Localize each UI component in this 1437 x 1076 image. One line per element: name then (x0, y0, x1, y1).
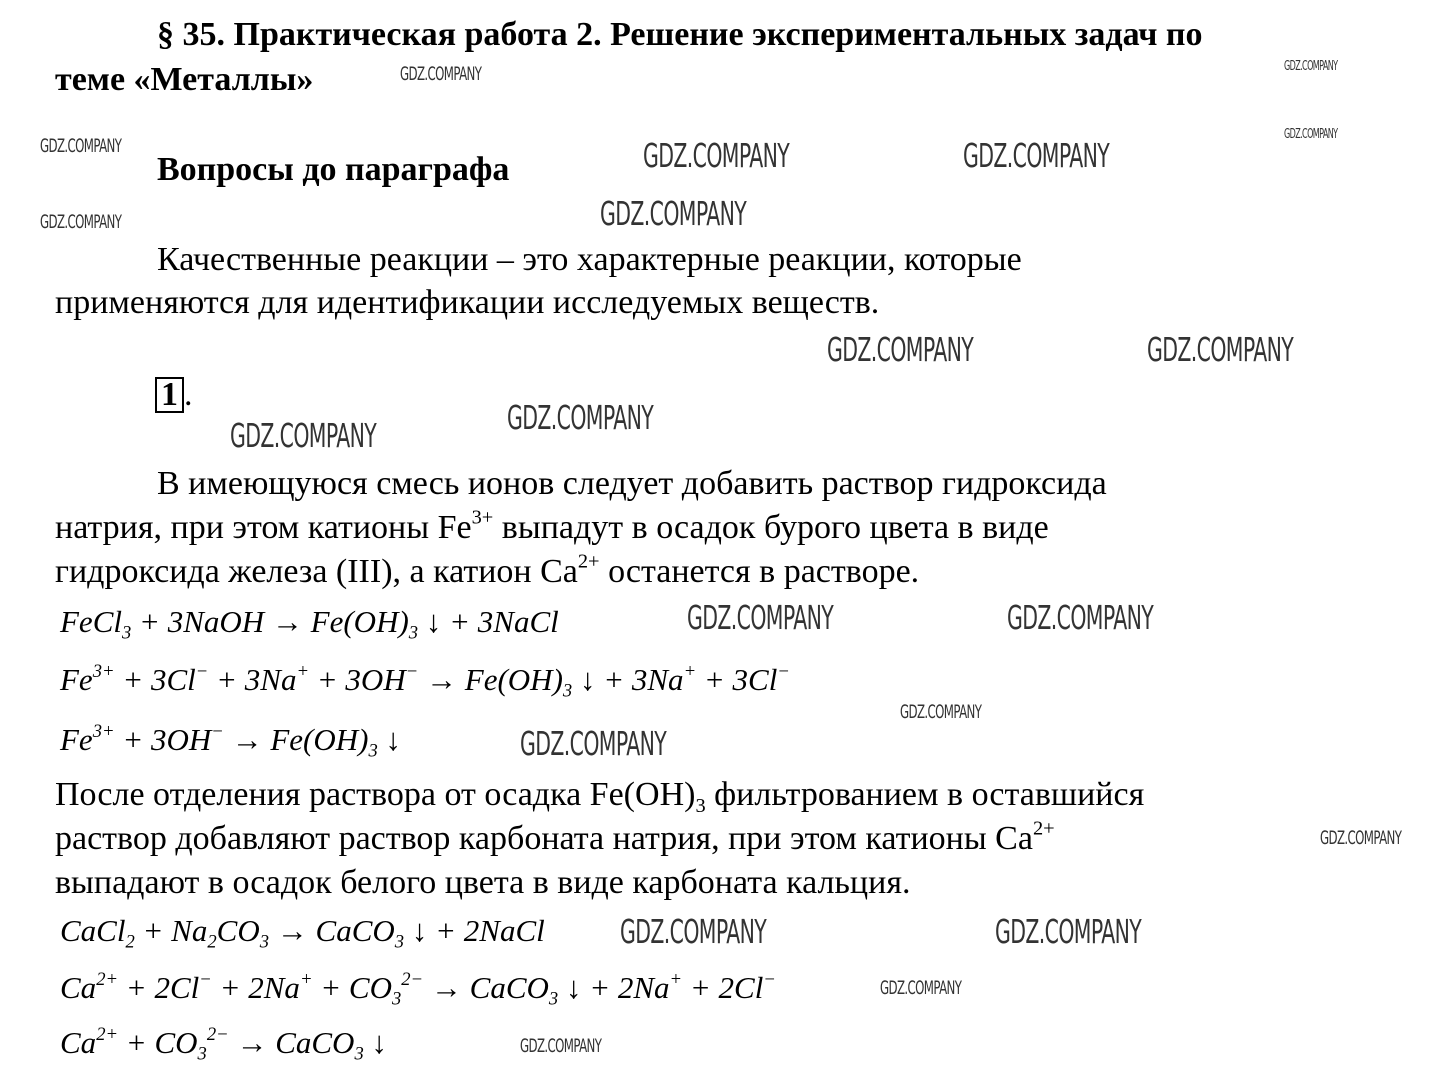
superscript: + (296, 660, 310, 682)
paragraph-line: натрия, при этом катионы $Fe^{3+}$ выпадут в осадок бурого цвета в виде (55, 506, 1049, 546)
superscript: 2+ (577, 550, 600, 573)
paragraph-line: гидроксида железа (III), а катион $Ca^{2+}$ останется в растворе. (55, 550, 920, 590)
watermark: GDZ.COMPANY (1284, 59, 1338, 74)
watermark: GDZ.COMPANY (900, 701, 982, 723)
watermark: GDZ.COMPANY (1007, 598, 1154, 637)
subscript: 3 (354, 1043, 364, 1065)
title-line-2: теме «Металлы» (55, 61, 314, 98)
paragraph-line: В имеющуюся смесь ионов следует добавить раствор гидроксида (157, 465, 1107, 502)
equation: $Fe^{3+} + 3OH^- \to Fe(OH)_3$ ↓ (60, 720, 401, 762)
watermark: GDZ.COMPANY (520, 1035, 602, 1057)
superscript: 3+ (92, 720, 115, 742)
subscript: 3 (562, 680, 573, 702)
watermark: GDZ.COMPANY (827, 330, 974, 369)
superscript: − (195, 660, 209, 682)
paragraph-line: выпадают в осадок белого цвета в виде карбоната кальция. (55, 864, 911, 901)
subscript: 3 (394, 931, 405, 953)
subscript: 3 (197, 1043, 207, 1065)
watermark: GDZ.COMPANY (1284, 127, 1338, 142)
watermark: GDZ.COMPANY (687, 598, 834, 637)
subscript: 3 (368, 740, 378, 762)
subscript: 2 (125, 931, 135, 953)
task-number-box: 1 (155, 377, 184, 413)
watermark: GDZ.COMPANY (880, 977, 962, 999)
subscript: 3 (391, 988, 402, 1010)
superscript: − (777, 660, 790, 682)
task-number-dot: . (184, 376, 193, 413)
equation: $Ca^{2+} + 2Cl^- + 2Na^+ + CO_3^{2-}$ → CaCO$_3$ ↓ + 2Na+ + 2Cl− (60, 968, 776, 1010)
watermark: GDZ.COMPANY (600, 194, 747, 233)
watermark: GDZ.COMPANY (995, 912, 1142, 951)
superscript: − (199, 968, 212, 990)
watermark: GDZ.COMPANY (507, 398, 654, 437)
superscript: + (669, 968, 683, 990)
superscript: 3+ (92, 660, 115, 682)
subscript: 3 (695, 795, 706, 818)
subscript: 3 (548, 988, 559, 1010)
watermark: GDZ.COMPANY (40, 211, 122, 233)
watermark: GDZ.COMPANY (520, 724, 667, 763)
subscript: 2 (207, 931, 217, 953)
watermark: GDZ.COMPANY (643, 136, 790, 175)
paragraph-line: раствор добавляют раствор карбоната натрия, при этом катионы $Ca^{2+}$ (55, 817, 1055, 857)
superscript: 2− (401, 968, 424, 990)
equation: $Ca^{2+} + CO_3^{2-}$ → CaCO$_3$ ↓ (60, 1023, 387, 1065)
subscript: 3 (408, 622, 419, 644)
superscript: + (683, 660, 697, 682)
superscript: − (405, 660, 419, 682)
watermark: GDZ.COMPANY (40, 135, 122, 157)
intro-line: применяются для идентификации исследуемых веществ. (55, 284, 880, 321)
superscript: − (763, 968, 776, 990)
equation: $Fe^{3+} + 3Cl^- + 3Na^+ + 3OH^- \to Fe(OH)_3$ ↓ + 3Na+ + 3Cl− (60, 660, 790, 702)
section-heading: Вопросы до параграфа (157, 151, 510, 188)
superscript: 3+ (471, 506, 494, 529)
watermark: GDZ.COMPANY (963, 136, 1110, 175)
watermark: GDZ.COMPANY (400, 63, 482, 85)
task-number (155, 377, 193, 413)
subscript: 3 (259, 931, 270, 953)
superscript: 2+ (96, 968, 119, 990)
watermark: GDZ.COMPANY (1320, 827, 1402, 849)
watermark: GDZ.COMPANY (230, 416, 377, 455)
superscript: 2− (206, 1023, 229, 1045)
intro-line: Качественные реакции – это характерные реакции, которые (157, 241, 1022, 278)
superscript: 2+ (1032, 817, 1055, 840)
equation: FeCl$_3$ + 3NaOH → $Fe(OH)_3$ ↓ + 3NaCl (60, 604, 559, 644)
title-line-1: § 35. Практическая работа 2. Решение экспериментальных задач по (157, 16, 1203, 53)
watermark: GDZ.COMPANY (1147, 330, 1294, 369)
equation: CaCl$_2$ + $Na_2CO_3$ → CaCO$_3$ ↓ + 2NaCl (60, 913, 545, 953)
superscript: + (299, 968, 313, 990)
paragraph-line: После отделения раствора от осадка $Fe(OH)_3$ фильтрованием в оставшийся (55, 776, 1145, 818)
superscript: 2+ (96, 1023, 119, 1045)
watermark: GDZ.COMPANY (620, 912, 767, 951)
subscript: 3 (122, 622, 132, 644)
superscript: − (211, 720, 224, 742)
